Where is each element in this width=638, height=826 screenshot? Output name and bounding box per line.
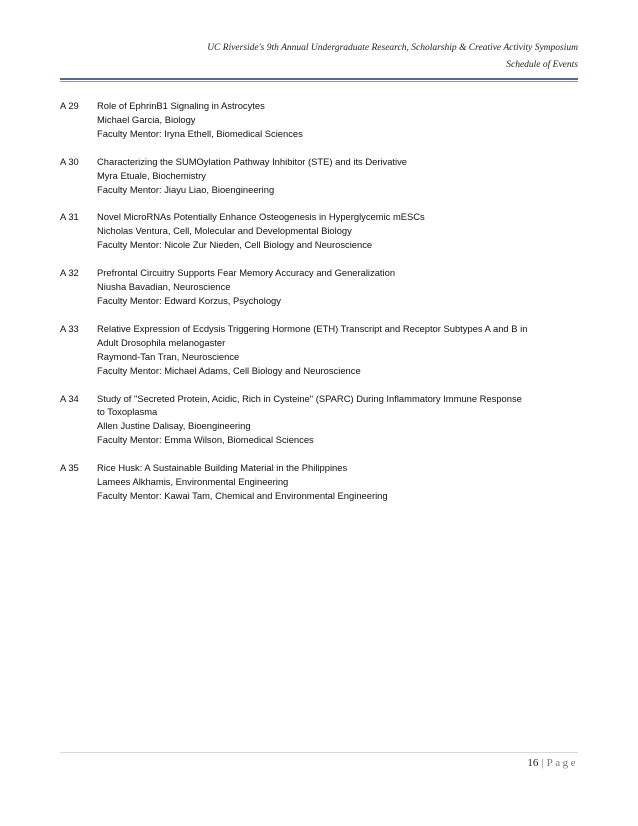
schedule-entry: [60, 155, 578, 197]
entry-title-line: Novel MicroRNAs Potentially Enhance Osteogenesis in Hyperglycemic mESCs: [97, 211, 425, 223]
entry-detail-line: Faculty Mentor: Michael Adams, Cell Biology and Neuroscience: [97, 364, 361, 376]
entry-code: A 30: [60, 155, 79, 167]
entry-detail-line: Faculty Mentor: Nicole Zur Nieden, Cell Biology and Neuroscience: [97, 239, 373, 251]
entry-code: A 35: [60, 462, 79, 474]
entry-details: [97, 392, 578, 448]
entry-code: A 31: [60, 211, 79, 223]
entry-detail-line: Faculty Mentor: Emma Wilson, Biomedical Sciences: [97, 434, 314, 446]
schedule-entry: [60, 99, 578, 141]
entry-title-line: Relative Expression of Ecdysis Triggering Hormone (ETH) Transcript and Receptor Subtypes A and B in: [97, 322, 528, 334]
schedule-entry: [60, 266, 578, 308]
entry-title-line: Study of "Secreted Protein, Acidic, Rich in Cysteine" (SPARC) During Inflammatory Immune Response: [97, 392, 522, 404]
page-footer: [60, 757, 578, 769]
entry-detail-line: Nicholas Ventura, Cell, Molecular and Developmental Biology: [97, 225, 352, 237]
entry-title-line: Characterizing the SUMOylation Pathway Inhibitor (STE) and its Derivative: [97, 155, 408, 167]
schedule-entry: [60, 392, 578, 448]
entry-detail-line: Allen Justine Dalisay, Bioengineering: [97, 420, 251, 432]
entry-detail-line: Myra Etuale, Biochemistry: [97, 169, 206, 181]
schedule-entry: [60, 322, 578, 378]
entry-detail-line: Niusha Bavadian, Neuroscience: [97, 281, 231, 293]
entry-details: [97, 155, 578, 197]
schedule-entry-list: [60, 99, 578, 517]
entry-detail-line: Faculty Mentor: Iryna Ethell, Biomedical Sciences: [97, 127, 303, 139]
schedule-entry: [60, 461, 578, 503]
entry-code: A 34: [60, 392, 79, 404]
entry-detail-line: Raymond-Tan Tran, Neuroscience: [97, 350, 240, 362]
entry-details: [97, 322, 578, 378]
entry-details: [97, 461, 578, 503]
footer-rule: [60, 752, 578, 753]
entry-code: A 32: [60, 267, 79, 279]
entry-code: A 29: [60, 100, 79, 111]
entry-detail-line: Faculty Mentor: Jiayu Liao, Bioengineering: [97, 183, 275, 195]
header-section-title: Schedule of Events: [506, 60, 578, 70]
entry-detail-line: Faculty Mentor: Edward Korzus, Psychology: [97, 294, 281, 306]
entry-detail-line: Lamees Alkhamis, Environmental Engineering: [97, 476, 289, 488]
header-rule-secondary: [60, 81, 578, 82]
entry-detail-line: to Toxoplasma: [97, 406, 158, 418]
entry-code: A 33: [60, 322, 79, 334]
entry-detail-line: Adult Drosophila melanogaster: [97, 336, 226, 348]
entry-title-line: Rice Husk: A Sustainable Building Material in the Philippines: [97, 462, 348, 474]
entry-details: [97, 266, 578, 308]
footer-separator: |: [541, 757, 544, 769]
page-label: Page: [546, 757, 578, 769]
schedule-entry: [60, 210, 578, 252]
page-number: 16: [527, 757, 539, 769]
entry-detail-line: Michael Garcia, Biology: [97, 113, 196, 125]
entry-title-line: Prefrontal Circuitry Supports Fear Memory Accuracy and Generalization: [97, 267, 396, 279]
entry-details: [97, 99, 578, 141]
header-rule: [60, 78, 578, 80]
running-header: [60, 40, 578, 74]
entry-detail-line: Faculty Mentor: Kawai Tam, Chemical and Environmental Engineering: [97, 489, 388, 501]
entry-details: [97, 210, 578, 252]
entry-title-line: Role of EphrinB1 Signaling in Astrocytes: [97, 100, 265, 111]
header-symposium-title: UC Riverside's 9th Annual Undergraduate Research, Scholarship & Creative Activity Symposium: [207, 43, 578, 53]
